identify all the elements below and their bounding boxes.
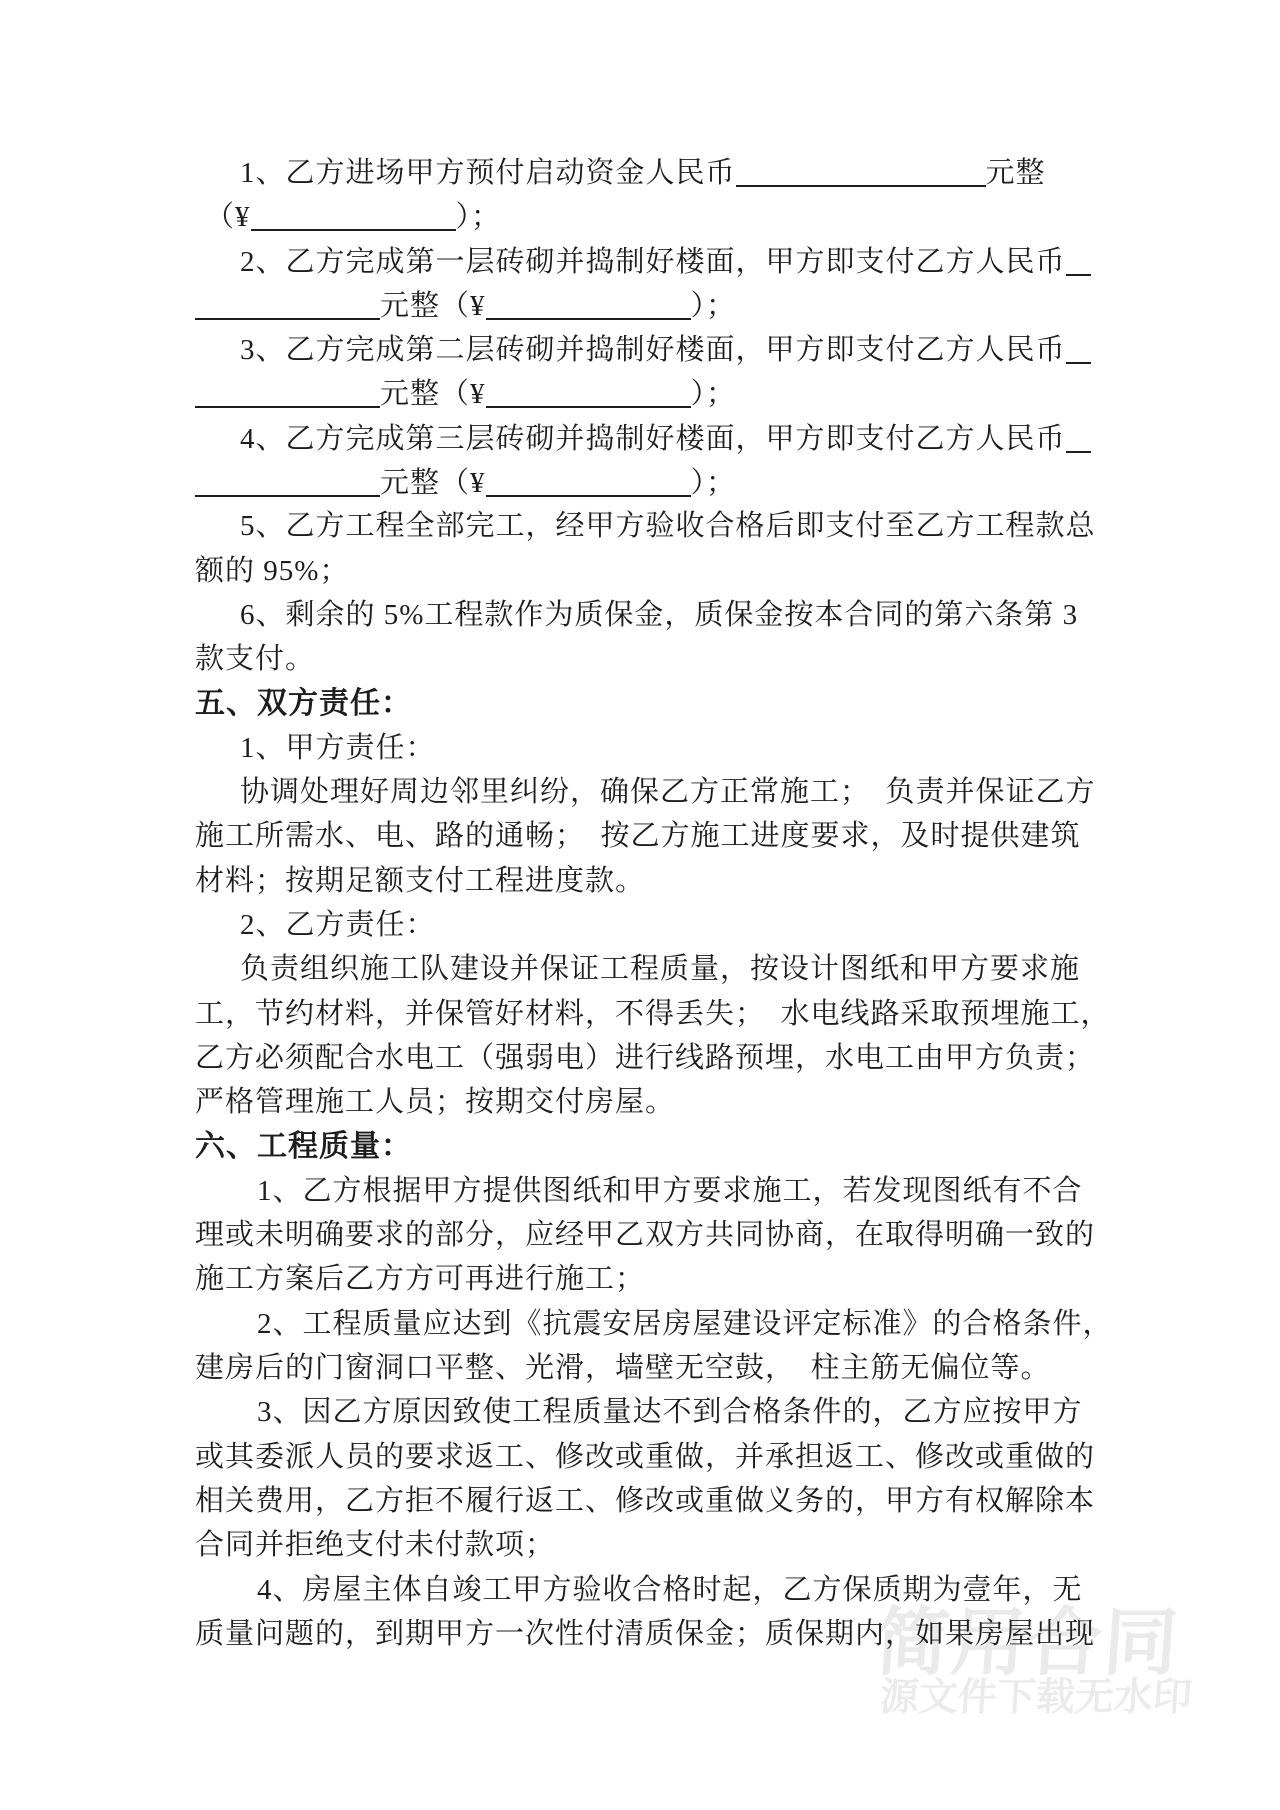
line-text: 严格管理施工人员；按期交付房屋。	[195, 1086, 676, 1119]
contract-line	[195, 1435, 1095, 1479]
contract-line	[195, 1169, 1095, 1213]
line-text: 协调处理好周边邻里纠纷，确保乙方正常施工； 负责并保证乙方	[240, 776, 1096, 809]
line-text: ）；	[455, 201, 502, 234]
contract-line	[195, 504, 1095, 548]
line-text: 1、乙方根据甲方提供图纸和甲方要求施工，若发现图纸有不合	[257, 1174, 1083, 1207]
contract-line	[195, 770, 1095, 814]
contract-line	[195, 1036, 1095, 1080]
fill-in-blank-underline	[1066, 244, 1091, 276]
fill-in-blank-underline	[486, 465, 691, 497]
contract-line	[195, 1080, 1095, 1124]
fill-in-blank-underline	[1066, 332, 1091, 364]
line-text: 2、乙方责任：	[240, 909, 436, 942]
contract-line	[195, 1346, 1095, 1390]
contract-line	[195, 283, 1095, 327]
contract-line	[195, 194, 1095, 238]
contract-line	[195, 1612, 1095, 1656]
fill-in-blank-underline	[195, 288, 380, 320]
line-text: 理或未明确要求的部分，应经甲乙双方共同协商，在取得明确一致的	[195, 1219, 1096, 1252]
line-text: 六、工程质量：	[195, 1129, 412, 1163]
contract-line	[195, 947, 1095, 991]
watermark-caption: 源文件下载无水印	[878, 1676, 1194, 1719]
contract-line	[195, 726, 1095, 770]
line-text: 2、工程质量应达到《抗震安居房屋建设评定标准》的合格条件，	[257, 1307, 1113, 1340]
line-text: 1、甲方责任：	[240, 731, 436, 764]
contract-line	[195, 1479, 1095, 1523]
line-text: ）；	[690, 289, 737, 322]
line-text: 或其委派人员的要求返工、修改或重做，并承担返工、修改或重做的	[195, 1440, 1096, 1473]
fill-in-blank-underline	[486, 288, 691, 320]
line-text: 相关费用，乙方拒不履行返工、修改或重做义务的，甲方有权解除本	[195, 1484, 1096, 1517]
section-heading	[195, 1125, 1095, 1169]
contract-line	[195, 1257, 1095, 1301]
line-text: 施工方案后乙方方可再进行施工；	[195, 1263, 646, 1296]
contract-line	[195, 859, 1095, 903]
fill-in-blank-underline	[736, 155, 986, 187]
line-text: ）；	[690, 467, 737, 500]
line-text: 合同并拒绝支付未付款项；	[195, 1529, 556, 1562]
line-text: 3、乙方完成第二层砖砌并捣制好楼面，甲方即支付乙方人民币	[240, 334, 1066, 367]
contract-line	[195, 1568, 1095, 1612]
fill-in-blank-underline	[486, 376, 691, 408]
line-text: 负责组织施工队建设并保证工程质量，按设计图纸和甲方要求施	[240, 953, 1081, 986]
line-text: 额的 95%；	[195, 554, 350, 587]
contract-line	[195, 1213, 1095, 1257]
fill-in-blank-underline	[1066, 421, 1091, 453]
contract-line	[195, 1302, 1113, 1346]
line-text: 建房后的门窗洞口平整、光滑，墙壁无空鼓， 柱主筋无偏位等。	[195, 1352, 1051, 1385]
contract-line	[195, 239, 1095, 283]
contract-line	[195, 327, 1095, 371]
line-text: 元整（¥	[380, 378, 486, 411]
line-text: ）；	[690, 378, 737, 411]
fill-in-blank-underline	[251, 199, 456, 231]
line-text: 乙方必须配合水电工（强弱电）进行线路预埋，水电工由甲方负责；	[195, 1041, 1096, 1074]
line-text: 施工所需水、电、路的通畅； 按乙方施工进度要求，及时提供建筑	[195, 820, 1081, 853]
line-text: 2、乙方完成第一层砖砌并捣制好楼面，甲方即支付乙方人民币	[240, 245, 1066, 278]
line-text: 质量问题的，到期甲方一次性付清质保金；质保期内，如果房屋出现	[195, 1617, 1096, 1650]
line-text: 元整（¥	[380, 289, 486, 322]
contract-line	[195, 637, 1095, 681]
contract-line	[195, 593, 1095, 637]
line-text: 元整	[985, 157, 1046, 189]
contract-line	[195, 460, 1095, 504]
fill-in-blank-underline	[195, 465, 380, 497]
watermark-logo: 简用合同	[872, 1601, 1183, 1684]
line-text: 3、因乙方原因致使工程质量达不到合格条件的，乙方应按甲方	[257, 1396, 1083, 1429]
contract-line	[195, 992, 1111, 1036]
contract-line	[195, 150, 1095, 194]
section-heading	[195, 682, 1095, 726]
contract-line	[195, 416, 1095, 460]
line-text: 款支付。	[195, 643, 316, 676]
contract-line	[195, 1390, 1095, 1434]
line-text: 4、房屋主体自竣工甲方验收合格时起，乙方保质期为壹年，无	[257, 1573, 1083, 1606]
contract-line	[195, 814, 1095, 858]
contract-line	[195, 903, 1095, 947]
line-text: 五、双方责任：	[195, 686, 412, 720]
contract-line	[195, 371, 1095, 415]
line-text: 5、乙方工程全部完工，经甲方验收合格后即支付至乙方工程款总	[240, 510, 1096, 543]
line-text: 6、剩余的 5%工程款作为质保金，质保金按本合同的第六条第 3	[240, 598, 1079, 631]
line-text: 4、乙方完成第三层砖砌并捣制好楼面，甲方即支付乙方人民币	[240, 422, 1066, 455]
line-text: 1、乙方进场甲方预付启动资金人民币	[240, 157, 736, 189]
fill-in-blank-underline	[195, 376, 380, 408]
contract-line	[195, 549, 1095, 593]
contract-line	[195, 1523, 1095, 1567]
line-text: （¥	[205, 201, 251, 234]
line-text: 材料；按期足额支付工程进度款。	[195, 864, 646, 897]
line-text: 工，节约材料，并保管好材料，不得丢失； 水电线路采取预埋施工，	[195, 997, 1111, 1030]
line-text: 元整（¥	[380, 467, 486, 500]
